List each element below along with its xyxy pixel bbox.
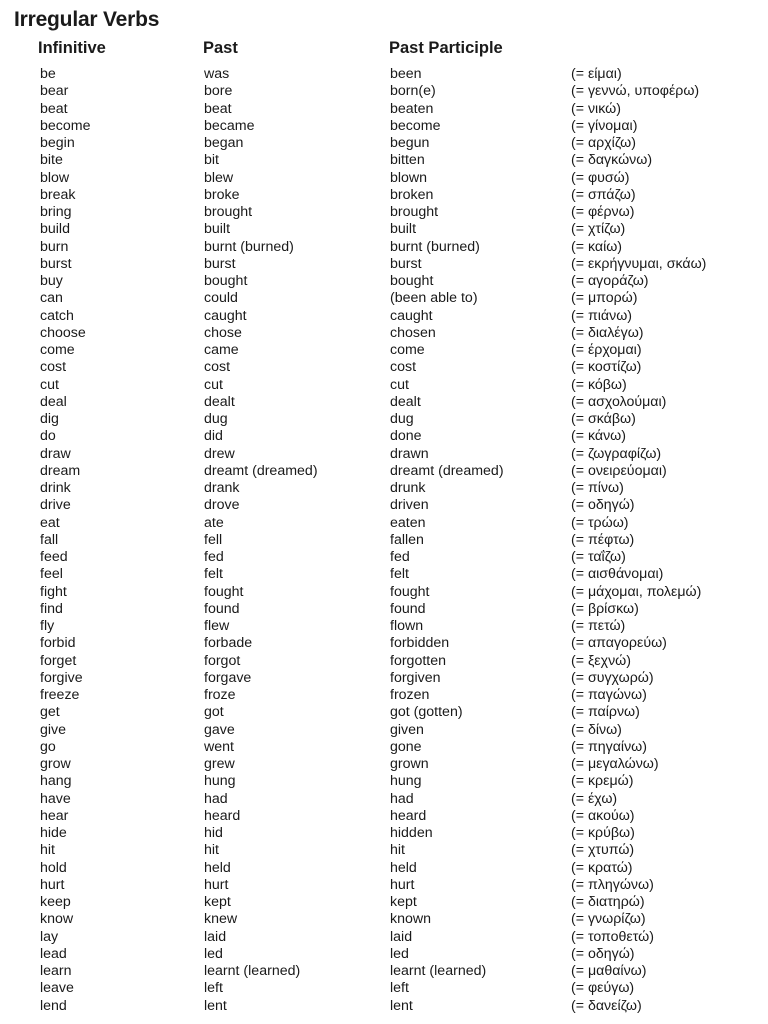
past-participle-cell: lent [390,997,413,1014]
verb-row [0,101,768,118]
verb-row [0,394,768,411]
past-cell: felt [204,566,223,583]
past-participle-cell: dreamt (dreamed) [390,462,504,479]
past-participle-cell: known [390,911,432,928]
greek-translation-cell: (= συγχωρώ) [571,669,654,686]
past-participle-cell: bitten [390,152,425,169]
infinitive-cell: hear [40,807,69,824]
past-cell: brought [204,204,253,220]
greek-translation-cell: (= κάνω) [571,428,626,445]
verb-row [0,618,768,635]
infinitive-cell: dream [40,462,81,479]
verb-row [0,929,768,946]
past-cell: built [204,221,231,238]
infinitive-cell: build [40,221,70,238]
past-cell: fought [204,583,244,600]
verb-row [0,860,768,877]
past-participle-cell: forbidden [390,635,450,652]
past-participle-cell: got (gotten) [390,704,463,721]
verb-row [0,66,768,83]
verb-row [0,998,768,1015]
past-cell: fed [204,549,224,565]
infinitive-cell: can [40,290,63,307]
infinitive-cell: eat [40,514,60,531]
verb-row [0,497,768,514]
infinitive-cell: feed [40,549,68,565]
verb-row [0,756,768,773]
greek-translation-cell: (= ασχολούμαι) [571,393,667,410]
verb-row [0,911,768,928]
past-cell: beat [204,100,232,117]
verb-row [0,601,768,618]
past-cell: blew [204,169,234,186]
past-participle-cell: led [390,945,409,962]
past-cell: cost [204,359,231,376]
verb-row [0,704,768,721]
verb-row [0,325,768,342]
verb-row [0,170,768,187]
past-cell: cut [204,376,223,393]
verb-row [0,825,768,842]
past-cell: lent [204,997,227,1014]
verb-row [0,377,768,394]
past-cell: kept [204,894,231,910]
past-participle-cell: come [390,342,425,358]
past-participle-cell: eaten [390,514,426,531]
infinitive-cell: freeze [40,687,80,703]
greek-translation-cell: (= μάχομαι, πολεμώ) [571,583,702,600]
infinitive-cell: be [40,66,56,82]
infinitive-cell: have [40,790,71,807]
greek-translation-cell: (= παγώνω) [571,687,647,703]
greek-translation-cell: (= φυσώ) [571,169,630,186]
past-cell: flew [204,618,230,634]
greek-translation-cell: (= σπάζω) [571,186,636,203]
infinitive-cell: burst [40,255,72,272]
greek-translation-cell: (= τρώω) [571,514,629,531]
greek-translation-cell: (= πηγαίνω) [571,738,647,755]
greek-translation-cell: (= μαθαίνω) [571,963,647,979]
greek-translation-cell: (= μεγαλώνω) [571,756,659,772]
past-participle-cell: frozen [390,687,430,703]
infinitive-cell: lend [40,997,67,1014]
greek-translation-cell: (= σκάβω) [571,411,636,427]
infinitive-cell: hang [40,773,72,790]
infinitive-cell: cost [40,359,67,376]
past-cell: got [204,704,224,721]
infinitive-cell: find [40,600,63,617]
infinitive-cell: choose [40,324,86,341]
greek-translation-cell: (= οδηγώ) [571,497,635,514]
past-participle-cell: gone [390,738,422,755]
infinitive-cell: forgive [40,669,83,686]
past-cell: ate [204,514,224,531]
infinitive-cell: break [40,186,76,203]
verb-row [0,411,768,428]
past-cell: bit [204,152,219,169]
past-cell: forgave [204,669,252,686]
past-participle-cell: heard [390,807,427,824]
verb-row [0,980,768,997]
past-cell: gave [204,721,235,738]
verb-row [0,739,768,756]
greek-translation-cell: (= δίνω) [571,721,622,738]
infinitive-cell: hide [40,825,67,841]
past-participle-cell: (been able to) [390,290,478,307]
past-cell: drank [204,480,240,496]
past-cell: caught [204,307,247,324]
greek-translation-cell: (= κρύβω) [571,825,635,841]
greek-translation-cell: (= φεύγω) [571,980,635,997]
past-participle-cell: forgotten [390,652,447,669]
infinitive-cell: come [40,342,75,358]
verb-row [0,342,768,359]
past-participle-cell: learnt (learned) [390,963,487,979]
verb-row [0,187,768,204]
verb-row [0,83,768,100]
greek-translation-cell: (= ξεχνώ) [571,652,631,669]
past-cell: bore [204,83,233,100]
past-cell: dreamt (dreamed) [204,462,318,479]
past-participle-cell: found [390,600,426,617]
past-cell: hit [204,842,219,859]
greek-translation-cell: (= παίρνω) [571,704,640,721]
past-cell: burnt (burned) [204,238,294,255]
past-cell: found [204,600,240,617]
greek-translation-cell: (= πληγώνω) [571,876,654,893]
infinitive-cell: burn [40,238,69,255]
verb-row [0,239,768,256]
greek-translation-cell: (= δανείζω) [571,997,642,1014]
verb-row [0,946,768,963]
past-participle-cell: born(e) [390,83,436,100]
past-participle-cell: burst [390,255,422,272]
past-cell: left [204,980,223,997]
infinitive-cell: give [40,721,67,738]
verb-row [0,687,768,704]
verb-row [0,722,768,739]
verb-row [0,308,768,325]
past-participle-cell: caught [390,307,433,324]
greek-translation-cell: (= κρεμώ) [571,773,634,790]
verb-row [0,670,768,687]
past-participle-cell: beaten [390,100,434,117]
past-cell: hung [204,773,236,790]
infinitive-cell: drink [40,480,71,496]
past-participle-cell: dug [390,411,414,427]
greek-translation-cell: (= πίνω) [571,480,624,496]
greek-translation-cell: (= είμαι) [571,66,622,82]
greek-translation-cell: (= εκρήγνυμαι, σκάω) [571,255,707,272]
greek-translation-cell: (= τοποθετώ) [571,928,654,945]
infinitive-cell: buy [40,273,63,289]
verb-row [0,118,768,135]
greek-translation-cell: (= νικώ) [571,100,621,117]
greek-translation-cell: (= ονειρεύομαι) [571,462,667,479]
past-participle-cell: built [390,221,417,238]
greek-translation-cell: (= οδηγώ) [571,945,635,962]
past-cell: laid [204,928,227,945]
past-participle-cell: burnt (burned) [390,238,480,255]
greek-translation-cell: (= γεννώ, υποφέρω) [571,83,700,100]
past-participle-cell: cost [390,359,417,376]
past-cell: did [204,428,223,445]
greek-translation-cell: (= έχω) [571,790,618,807]
verb-table [0,66,768,1015]
infinitive-cell: catch [40,307,74,324]
infinitive-cell: beat [40,100,68,117]
verb-row [0,290,768,307]
past-participle-cell: fallen [390,531,424,548]
verb-row [0,463,768,480]
verb-row [0,842,768,859]
past-participle-cell: begun [390,135,430,151]
infinitive-cell: forbid [40,635,76,652]
infinitive-cell: forget [40,652,77,669]
verb-row [0,221,768,238]
column-header-infinitive: Infinitive [38,39,106,57]
verb-row [0,653,768,670]
greek-translation-cell: (= χτίζω) [571,221,626,238]
verb-row [0,791,768,808]
verb-row [0,480,768,497]
verb-row [0,152,768,169]
verb-row [0,256,768,273]
infinitive-cell: bite [40,152,63,169]
past-participle-cell: grown [390,756,429,772]
column-header-past-participle: Past Participle [389,39,503,57]
past-cell: bought [204,273,248,289]
greek-translation-cell: (= γίνομαι) [571,117,638,134]
greek-translation-cell: (= χτυπώ) [571,842,635,859]
past-participle-cell: done [390,428,422,445]
infinitive-cell: lay [40,928,59,945]
greek-translation-cell: (= βρίσκω) [571,600,639,617]
past-participle-cell: fought [390,583,430,600]
infinitive-cell: lead [40,945,67,962]
past-cell: could [204,290,238,307]
greek-translation-cell: (= ακούω) [571,807,635,824]
past-cell: led [204,945,223,962]
past-cell: held [204,859,231,876]
infinitive-cell: bring [40,204,72,220]
infinitive-cell: go [40,738,56,755]
greek-translation-cell: (= έρχομαι) [571,342,642,358]
past-cell: hid [204,825,223,841]
past-participle-cell: hurt [390,876,415,893]
infinitive-cell: hit [40,842,55,859]
infinitive-cell: hold [40,859,67,876]
past-cell: knew [204,911,238,928]
verb-row [0,135,768,152]
past-participle-cell: left [390,980,409,997]
infinitive-cell: do [40,428,56,445]
past-participle-cell: hidden [390,825,433,841]
greek-translation-cell: (= ταΐζω) [571,549,626,565]
past-cell: came [204,342,239,358]
infinitive-cell: deal [40,393,67,410]
verb-row [0,515,768,532]
verb-row [0,877,768,894]
infinitive-cell: dig [40,411,59,427]
past-cell: chose [204,324,242,341]
greek-translation-cell: (= μπορώ) [571,290,638,307]
past-participle-cell: fed [390,549,410,565]
infinitive-cell: fly [40,618,55,634]
greek-translation-cell: (= διαλέγω) [571,324,644,341]
verb-row [0,566,768,583]
past-cell: dug [204,411,228,427]
greek-translation-cell: (= πέφτω) [571,531,635,548]
past-participle-cell: broken [390,186,434,203]
past-participle-cell: hit [390,842,405,859]
greek-translation-cell: (= κρατώ) [571,859,633,876]
past-participle-cell: drunk [390,480,426,496]
past-cell: heard [204,807,241,824]
infinitive-cell: fight [40,583,67,600]
past-cell: went [204,738,234,755]
infinitive-cell: drive [40,497,71,514]
verb-row [0,273,768,290]
past-participle-cell: kept [390,894,417,910]
infinitive-cell: get [40,704,60,721]
verb-row [0,428,768,445]
past-participle-cell: driven [390,497,429,514]
past-cell: had [204,790,228,807]
past-cell: began [204,135,244,151]
infinitive-cell: keep [40,894,71,910]
verb-row [0,808,768,825]
infinitive-cell: grow [40,756,71,772]
past-participle-cell: laid [390,928,413,945]
greek-translation-cell: (= αγοράζω) [571,273,649,289]
past-cell: became [204,117,255,134]
infinitive-cell: hurt [40,876,65,893]
past-participle-cell: bought [390,273,434,289]
greek-translation-cell: (= ζωγραφίζω) [571,445,662,462]
past-participle-cell: flown [390,618,424,634]
greek-translation-cell: (= καίω) [571,238,623,255]
past-cell: burst [204,255,236,272]
verb-row [0,635,768,652]
past-cell: grew [204,756,235,772]
past-participle-cell: chosen [390,324,436,341]
past-participle-cell: given [390,721,424,738]
past-participle-cell: hung [390,773,422,790]
greek-translation-cell: (= φέρνω) [571,204,635,220]
verb-row [0,446,768,463]
verb-row [0,963,768,980]
past-participle-cell: dealt [390,393,421,410]
greek-translation-cell: (= πετώ) [571,618,626,634]
past-cell: drove [204,497,240,514]
page-title: Irregular Verbs [14,8,160,31]
infinitive-cell: leave [40,980,74,997]
infinitive-cell: blow [40,169,70,186]
past-cell: dealt [204,393,235,410]
past-cell: froze [204,687,236,703]
infinitive-cell: draw [40,445,71,462]
past-cell: hurt [204,876,229,893]
past-participle-cell: become [390,117,441,134]
past-participle-cell: brought [390,204,439,220]
infinitive-cell: learn [40,963,72,979]
past-participle-cell: had [390,790,414,807]
greek-translation-cell: (= αρχίζω) [571,135,636,151]
past-cell: drew [204,445,235,462]
greek-translation-cell: (= διατηρώ) [571,894,645,910]
past-cell: was [204,66,230,82]
infinitive-cell: become [40,117,91,134]
verb-row [0,773,768,790]
past-participle-cell: drawn [390,445,429,462]
past-participle-cell: blown [390,169,428,186]
greek-translation-cell: (= κόβω) [571,376,627,393]
past-cell: learnt (learned) [204,963,301,979]
verb-row [0,359,768,376]
greek-translation-cell: (= δαγκώνω) [571,152,653,169]
verb-row [0,894,768,911]
column-header-past: Past [203,39,238,57]
past-cell: forgot [204,652,241,669]
verb-row [0,204,768,221]
infinitive-cell: begin [40,135,75,151]
verb-row [0,532,768,549]
past-cell: forbade [204,635,253,652]
greek-translation-cell: (= κοστίζω) [571,359,642,376]
greek-translation-cell: (= απαγορεύω) [571,635,667,652]
verb-row [0,549,768,566]
greek-translation-cell: (= γνωρίζω) [571,911,646,928]
infinitive-cell: fall [40,531,59,548]
greek-translation-cell: (= αισθάνομαι) [571,566,664,583]
past-participle-cell: been [390,66,422,82]
past-participle-cell: held [390,859,417,876]
past-participle-cell: felt [390,566,409,583]
greek-translation-cell: (= πιάνω) [571,307,632,324]
past-cell: broke [204,186,240,203]
past-participle-cell: forgiven [390,669,441,686]
infinitive-cell: cut [40,376,59,393]
infinitive-cell: feel [40,566,63,583]
infinitive-cell: know [40,911,74,928]
verb-row [0,584,768,601]
past-cell: fell [204,531,223,548]
infinitive-cell: bear [40,83,69,100]
past-participle-cell: cut [390,376,409,393]
